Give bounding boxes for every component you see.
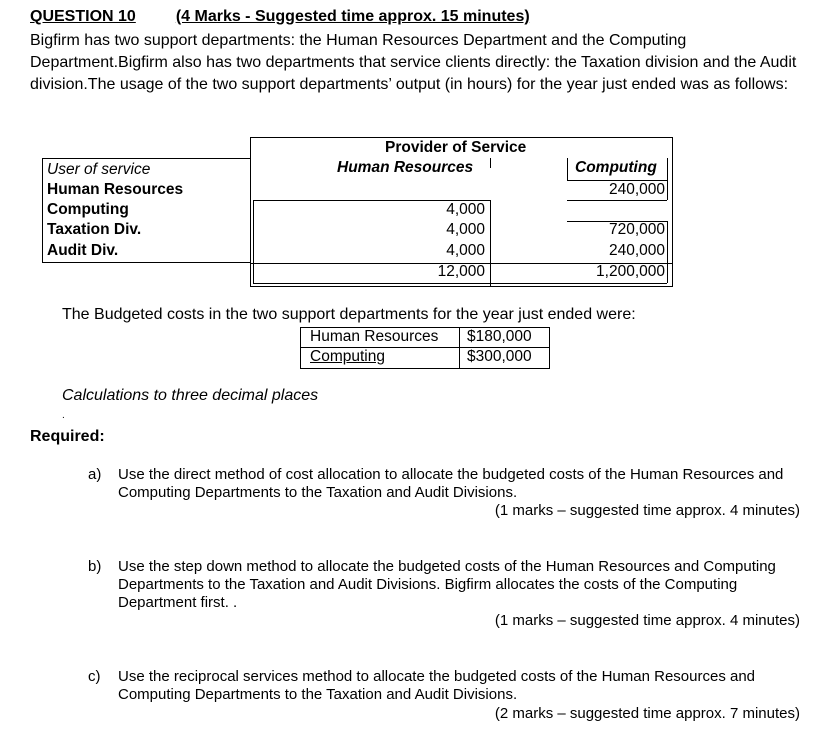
part-a-text: Use the direct method of cost allocation to allocate the budgeted costs of the Human Resources and Computing Departments to the Taxation and Audit Divisions. [118,466,784,501]
budget-cost-hr: $180,000 [467,328,532,345]
user-header: User of service [47,161,151,178]
budget-text: The Budgeted costs in the two support departments for the year just ended were: [62,306,636,323]
intro-paragraph: Bigfirm has two support departments: the Human Resources Department and the Computing Department.Bigfirm also has two departments that service clients directly: the Taxation division and the Audit division.The usage of the two support departments’ output (in hours) for the year just ended was as follows: [30,32,797,93]
part-a-label: a) [88,466,102,483]
part-c-label: c) [88,668,101,685]
part-a-marks: (1 marks – suggested time approx. 4 minutes) [494,502,800,519]
part-b-label: b) [88,558,102,575]
budget-dept-computing: Computing [310,348,385,365]
provider-header: Provider of Service [385,139,527,156]
cell-audit-computing: 240,000 [608,242,665,259]
part-c-text: Use the reciprocal services method to allocate the budgeted costs of the Human Resources and Computing Departments to the Taxation and Audit Divisions. [118,668,756,703]
budget-cost-computing: $300,000 [467,348,532,365]
column-header-hr: Human Resources [337,159,474,176]
part-c [88,668,818,704]
required-heading: Required: [30,428,105,445]
row-label-taxation: Taxation Div. [47,221,142,238]
part-b [88,558,818,612]
question-marks: (4 Marks - Suggested time approx. 15 minutes) [175,8,530,25]
stray-mark: . [62,410,65,421]
part-b-marks: (1 marks – suggested time approx. 4 minutes) [494,612,800,629]
cell-computing-hr: 4,000 [446,201,485,218]
total-hr: 12,000 [437,263,485,280]
part-c-marks: (2 marks – suggested time approx. 7 minutes) [494,705,800,722]
cell-audit-hr: 4,000 [446,242,485,259]
budget-dept-hr: Human Resources [310,328,439,345]
question-heading [30,8,530,26]
cell-taxation-hr: 4,000 [446,221,485,238]
row-label-hr: Human Resources [47,181,184,198]
row-label-computing: Computing [47,201,129,218]
part-a [88,466,818,502]
calc-note: Calculations to three decimal places [62,387,319,404]
cell-hr-computing: 240,000 [608,181,665,198]
question-number: QUESTION 10 [30,8,136,25]
total-computing: 1,200,000 [596,263,665,280]
row-label-audit: Audit Div. [47,242,119,259]
part-b-text: Use the step down method to allocate the budgeted costs of the Human Resources and Computing Departments to the Taxation and Audit Divisions. Bigfirm allocates the costs of the Computing Department first. . [118,558,776,611]
cell-taxation-computing: 720,000 [608,221,665,238]
column-header-computing: Computing [575,159,657,176]
